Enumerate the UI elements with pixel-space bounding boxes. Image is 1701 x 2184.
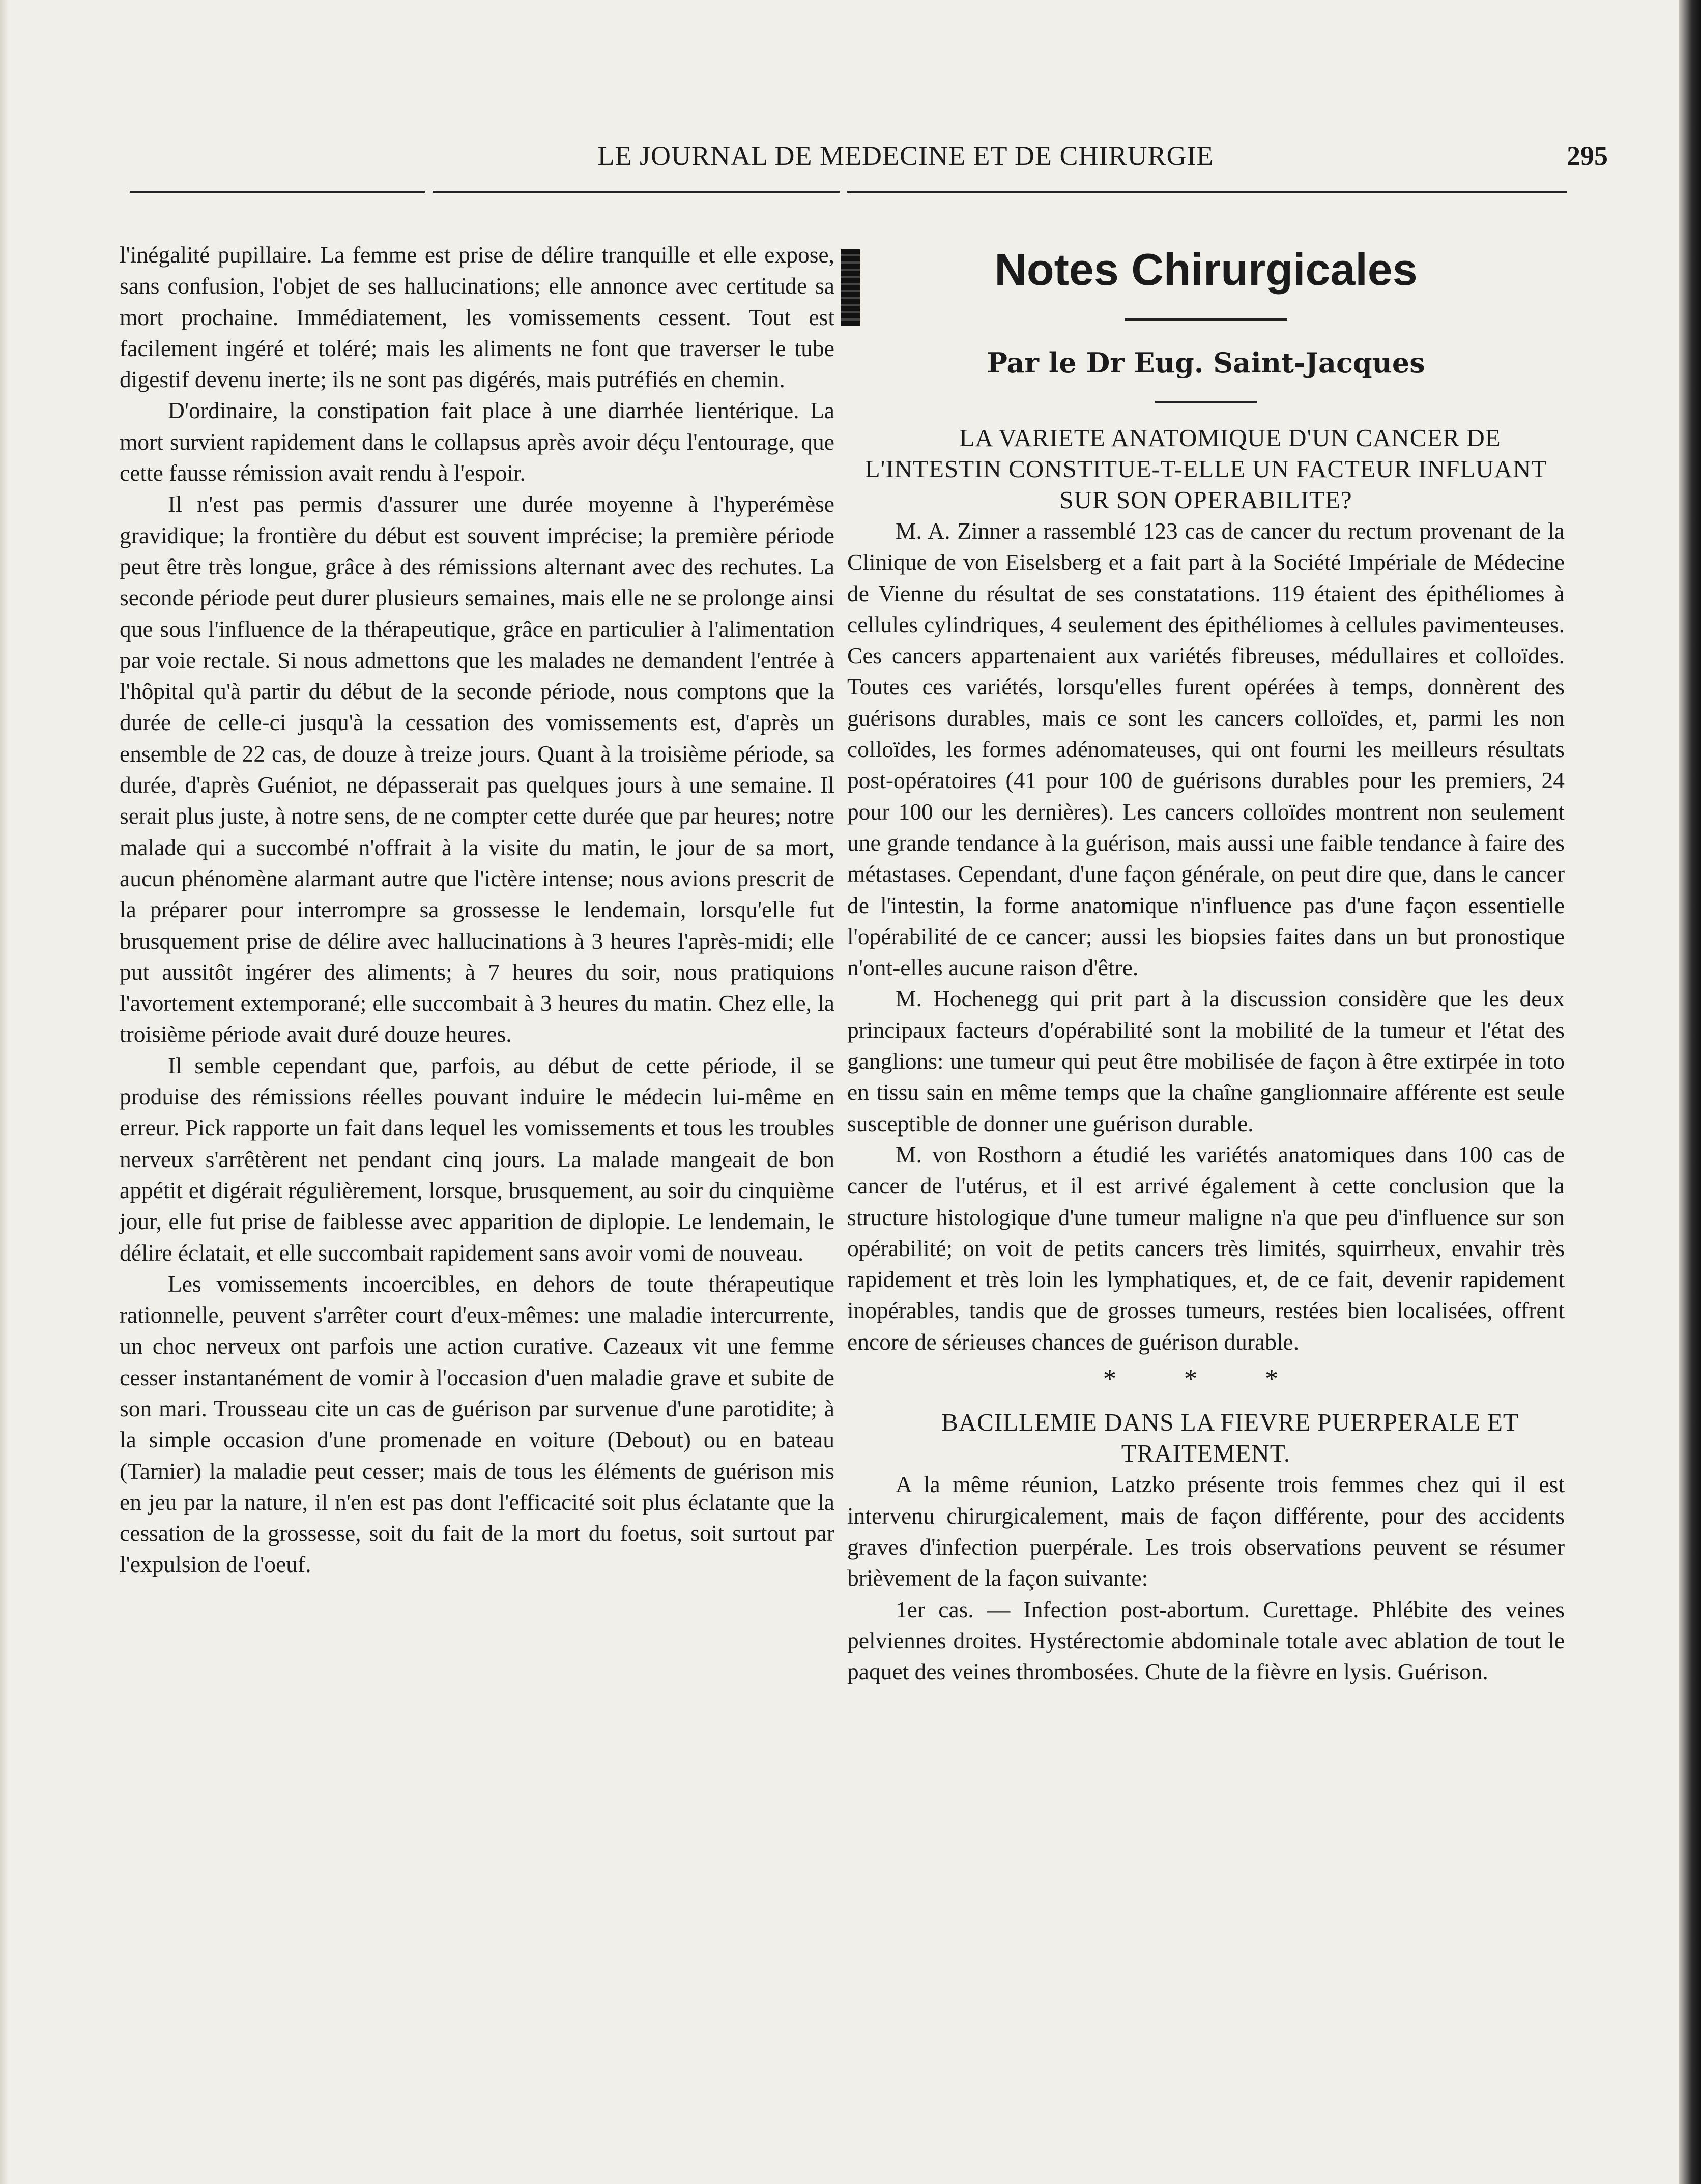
article-paragraph: A la même réunion, Latzko présente trois femmes chez qui il est intervenu chirurgicalement, mais de façon différente, pour des accidents graves d'infection puerpérale. Les trois observations peuvent se résumer brièvement de la façon suivante:: [847, 1471, 1565, 1591]
left-paragraph: Les vomissements incoercibles, en dehors de toute thérapeutique rationnelle, peuvent s'arrêter court d'eux-mêmes: une maladie intercurrente, un choc nerveux ont parfois une action curative. Cazeaux vit une femme cesser instantanément de vomir à l'occasion d'uen maladie grave et subite de son mari. Trousseau cite un cas de guérison par survenue d'une parotidite; à la simple occasion d'une promenade en voiture (Debout) ou en bateau (Tarnier) la maladie peut cesser; mais de tous les éléments de guérison mis en jeu par la nature, il n'en est pas dont l'efficacité soit plus éclatante que la cessation de la grossesse, soit du fait de la mort du foetus, soit surtout par l'expulsion de l'oeuf.: [120, 1270, 834, 1578]
article-paragraph: M. Hochenegg qui prit part à la discussion considère que les deux principaux facteurs d'opérabilité sont la mobilité de la tumeur et l'état des ganglions: une tumeur qui peut être mobilisée de façon à être extirpée in toto en tissu sain en même temps que la chaîne ganglionnaire afférente est seule susceptible de donner une guérison durable.: [847, 985, 1565, 1137]
article-paragraph: 1er cas. — Infection post-abortum. Curettage. Phlébite des veines pelviennes droites. Hystérectomie abdominale totale avec ablation de tout le paquet des veines thrombosées. Chute de la fièvre en lysis. Guérison.: [847, 1596, 1565, 1685]
journal-title: LE JOURNAL DE MEDECINE ET DE CHIRURGIE: [597, 140, 1214, 171]
left-paragraph: Il semble cependant que, parfois, au début de cette période, il se produise des rémissions réelles pouvant induire le médecin lui-même en erreur. Pick rapporte un fait dans lequel les vomissements et tous les troubles nerveux s'arrêtèrent net pendant cinq jours. La malade mangeait de bon appétit et digérait régulièrement, lorsque, brusquement, au soir du cinquième jour, elle fut prise de faiblesse avec apparition de diplopie. Le lendemain, le délire éclatait, et elle succombait rapidement sans avoir vomi de nouveau.: [120, 1052, 834, 1266]
title-rule: [1125, 318, 1287, 321]
section-separator: * * *: [1103, 1364, 1309, 1394]
left-paragraph: Il n'est pas permis d'assurer une durée moyenne à l'hyperémèse gravidique; la frontière du début est souvent imprécise; la première période peut être très longue, grâce à des rémissions alternant avec des rechutes. La seconde période peut durer plusieurs semaines, mais elle ne se prolonge ainsi que sous l'influence de la thérapeutique, grâce en particulier à l'alimentation par voie rectale. Si nous admettons que les malades ne demandent l'entrée à l'hôpital qu'à partir du début de la seconde période, nous comptons que la durée de celle-ci jusqu'à la cessation des vomissements est, d'après un ensemble de 22 cas, de douze à treize jours. Quant à la troisième période, sa durée, d'après Guéniot, ne dépasserait pas quelques jours à une semaine. Il serait plus juste, à notre sens, de ne compter cette durée que par heures; notre malade qui a succombé n'offrait à la visite du matin, le jour de sa mort, aucun phénomène alarmant autre que l'ictère intense; nous avions prescrit de la préparer pour interrompre sa grossesse le lendemain, lorsqu'elle fut brusquement prise de délire avec hallucinations à 3 heures l'après-midi; elle put aussitôt ingérer des aliments; à 7 heures du soir, nous pratiquions l'avortement extemporané; elle succombait à 3 heures du matin. Chez elle, la troisième période avait duré douze heures.: [120, 491, 835, 1047]
header-rule-left: [130, 191, 425, 193]
article-paragraph: M. A. Zinner a rassemblé 123 cas de cancer du rectum provenant de la Clinique de von Eiselsberg et a fait part à la Société Impériale de Médecine de Vienne du résultat de ses constatations. 119 étaient des épithéliomes à cellules cylindriques, 4 seulement des épithéliomes à cellules pavimenteuses. Ces cancers appartenaient aux variétés fibreuses, médullaires et colloïdes. Toutes ces variétés, lorsqu'elles furent opérées à temps, donnèrent des guérisons durables, mais ce sont les cancers colloïdes, et, parmi les non colloïdes, les formes adénomateuses, qui ont fourni les meilleurs résultats post-opératoires (41 pour 100 de guérisons durables pour les premiers, 24 pour 100 our les dernières). Les cancers colloïdes montrent non seulement une grande tendance à la guérison, mais aussi une faible tendance à faire des métastases. Cependant, d'une façon générale, on peut dire que, dans le cancer de l'intestin, la forme anatomique n'influence pas d'une façon essentielle l'opérabilité de ce cancer; aussi les biopsies faites dans un but pronostique n'ont-elles aucune raison d'être.: [847, 518, 1565, 981]
article-paragraph: M. von Rosthorn a étudié les variétés anatomiques dans 100 cas de cancer de l'utérus, et il est arrivé également à cette conclusion que la structure histologique d'une tumeur maligne n'a que peu d'influence sur son opérabilité; on voit de petits cancers très limités, squirrheux, envahir très rapidement et très loin les lymphatiques, et, de ce fait, devenir rapidement inopérables, tandis que de grosses tumeurs, restées bien localisées, offrent encore de sérieuses chances de guérison durable.: [847, 1141, 1565, 1355]
section-title: Notes Chirurgicales: [994, 244, 1418, 295]
page-number: 295: [1567, 140, 1608, 171]
article-title-bacillemie: BACILLEMIE DANS LA FIEVRE PUERPERALE ET TRAITEMENT.: [941, 1408, 1519, 1468]
running-header: [132, 140, 1608, 181]
header-rule-middle: [433, 191, 840, 193]
left-paragraph: D'ordinaire, la constipation fait place à une diarrhée lientérique. La mort survient rapidement dans le collapsus après avoir déçu l'entourage, que cette fausse rémission avait rendu à l'espoir.: [120, 397, 834, 486]
right-column: [847, 239, 1565, 1687]
left-paragraph: l'inégalité pupillaire. La femme est prise de délire tranquille et elle expose, sans confusion, l'objet de ses hallucinations; elle annonce avec certitude sa mort prochaine. Immédiatement, les vomissements cessent. Tout est facilement ingéré et toléré; mais les aliments ne font que traverser le tube digestif devenu inerte; ils ne sont pas digérés, mais putréfiés en chemin.: [120, 242, 834, 393]
page-left-edge: [0, 0, 9, 2184]
author-byline: Par le Dr Eug. Saint-Jacques: [987, 346, 1425, 379]
left-column: [120, 239, 834, 1580]
page-binding-edge: [1679, 0, 1701, 2184]
article-title-cancer: LA VARIETE ANATOMIQUE D'UN CANCER DE L'INTESTIN CONSTITUE-T-ELLE UN FACTEUR INFLUANT SUR SON OPERABILITE?: [864, 424, 1547, 514]
header-rule-right: [847, 191, 1567, 193]
byline-rule: [1155, 401, 1257, 403]
